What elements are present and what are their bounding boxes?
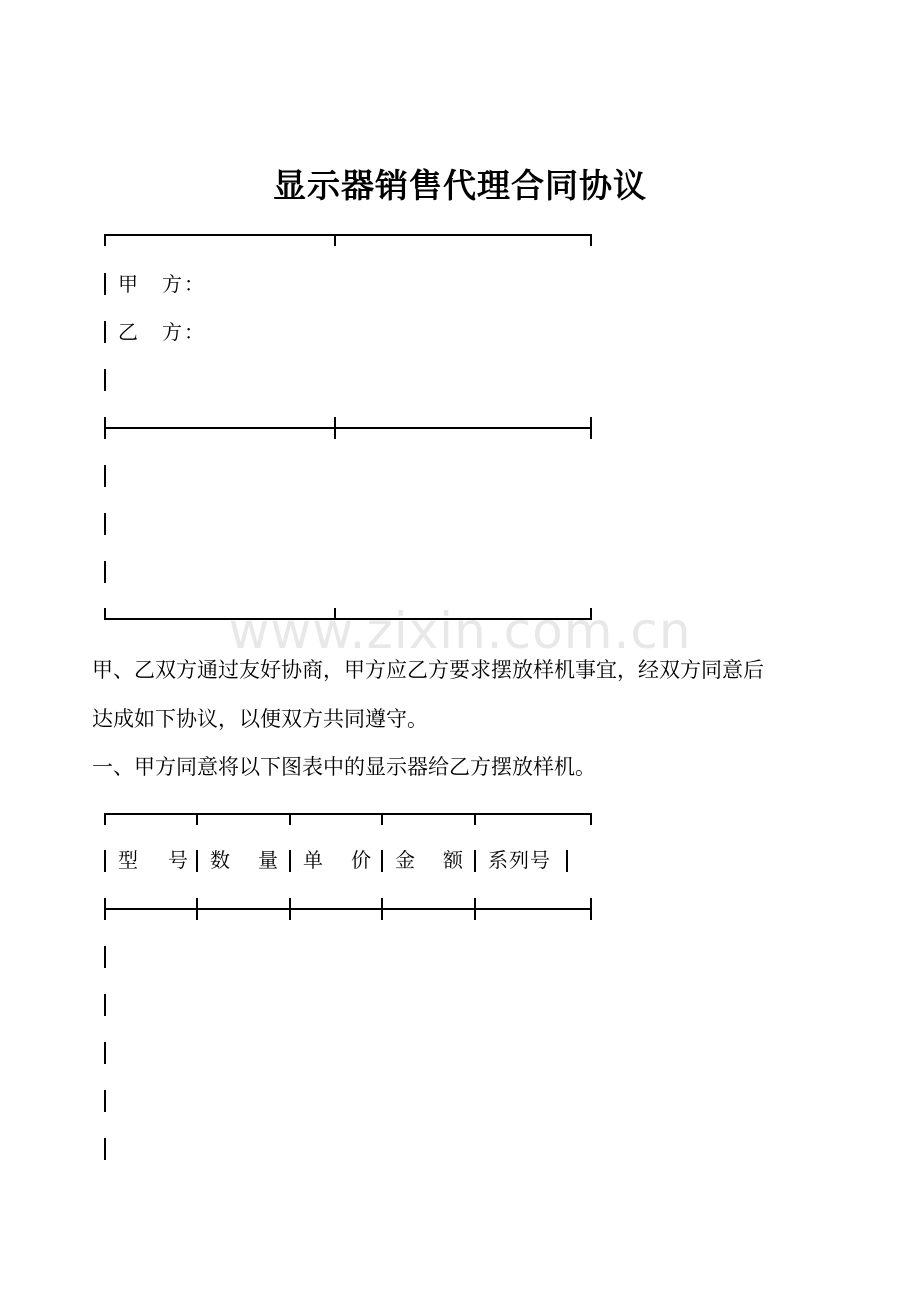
table-divider xyxy=(474,813,476,825)
table-corner xyxy=(590,898,592,920)
header-serial-number: 系列号 xyxy=(488,848,551,872)
table-right-border xyxy=(566,850,568,872)
table-left-border xyxy=(104,513,106,535)
table-left-border xyxy=(104,465,106,487)
table-left-border xyxy=(104,946,106,968)
table-row-separator xyxy=(104,908,592,910)
table-left-border xyxy=(104,1090,106,1112)
table-divider xyxy=(381,898,383,920)
table-divider xyxy=(289,813,291,825)
table-corner xyxy=(104,234,106,246)
table-divider xyxy=(474,898,476,920)
table-left-border xyxy=(104,321,106,343)
party-a-label: 甲 方： xyxy=(118,272,206,296)
table-divider xyxy=(289,898,291,920)
header-quantity: 数 量 xyxy=(210,848,278,872)
table-divider xyxy=(196,898,198,920)
document-title: 显示器销售代理合同协议 xyxy=(273,166,647,205)
table-left-border xyxy=(104,273,106,295)
header-model: 型 号 xyxy=(118,848,188,872)
table-corner xyxy=(590,813,592,825)
table-left-border xyxy=(104,561,106,583)
table-divider xyxy=(474,850,476,872)
paragraph-1: 甲、乙双方通过友好协商，甲方应乙方要求摆放样机事宜，经双方同意后 xyxy=(92,658,764,682)
table-divider xyxy=(381,813,383,825)
table-divider xyxy=(334,417,336,439)
paragraph-2: 达成如下协议，以便双方共同遵守。 xyxy=(92,707,428,731)
table-row-separator xyxy=(104,427,592,429)
party-b-label: 乙 方： xyxy=(118,320,206,344)
table-left-border xyxy=(104,850,106,872)
table-divider xyxy=(196,813,198,825)
table-left-border xyxy=(104,1138,106,1160)
table-border-top xyxy=(104,234,592,236)
table-divider xyxy=(196,850,198,872)
header-amount: 金 额 xyxy=(395,848,463,872)
header-unit-price: 单 价 xyxy=(303,848,371,872)
clause-1: 一、甲方同意将以下图表中的显示器给乙方摆放样机。 xyxy=(92,755,596,779)
table-corner xyxy=(590,234,592,246)
table-left-border xyxy=(104,1042,106,1064)
table-divider xyxy=(381,850,383,872)
table-left-border xyxy=(104,994,106,1016)
table-corner xyxy=(590,417,592,439)
watermark: www.zixin.com.cn xyxy=(228,602,692,660)
table-divider xyxy=(289,850,291,872)
table-left-border xyxy=(104,369,106,391)
table-divider xyxy=(334,234,336,246)
table-corner xyxy=(104,813,106,825)
table-border-top xyxy=(104,813,592,815)
